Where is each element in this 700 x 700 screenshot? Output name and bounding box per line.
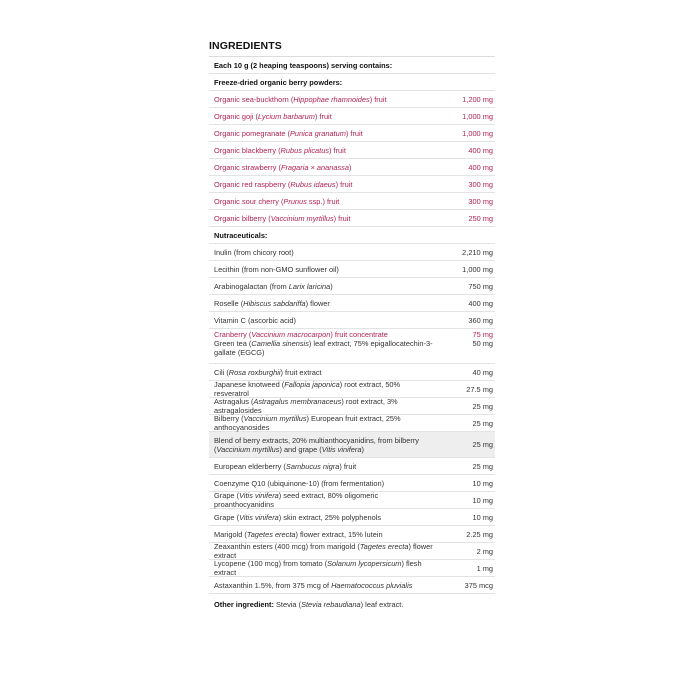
berry-powders-label: Freeze-dried organic berry powders: <box>214 77 343 87</box>
ingredient-amount: 50 mg <box>472 339 493 348</box>
ingredient-amount: 25 mg <box>472 461 493 471</box>
ingredient-row <box>209 261 495 278</box>
ingredient-row <box>209 492 495 509</box>
ingredient-name: Cili (Rosa roxburghii) fruit extract <box>214 367 322 377</box>
ingredient-name: Lecithin (from non-GMO sunflower oil) <box>214 264 339 274</box>
ingredient-amount: 25 mg <box>472 440 493 449</box>
ingredient-amount: 1 mg <box>476 563 493 573</box>
ingredient-name: Astragalus (Astragalus membranaceus) root extract, 3% astragalosides <box>214 397 398 415</box>
ingredient-amount: 250 mg <box>468 213 493 223</box>
ingredient-name: European elderberry (Sambucus nigra) fruit <box>214 461 357 471</box>
ingredient-row <box>209 543 495 560</box>
ingredient-name: Green tea (Camellia sinensis) leaf extract, 75% epigallocatechin-3-gallate (EGCG) <box>214 339 433 357</box>
ingredient-amount: 10 mg <box>472 478 493 488</box>
ingredient-amount: 2.25 mg <box>466 529 493 539</box>
ingredient-amount: 1,200 mg <box>462 94 493 104</box>
ingredient-amount: 400 mg <box>468 298 493 308</box>
ingredient-row <box>209 560 495 577</box>
nutraceuticals-label: Nutraceuticals: <box>214 230 268 240</box>
ingredient-amount: 10 mg <box>472 495 493 505</box>
ingredient-row <box>209 398 495 415</box>
ingredient-name: Organic sour cherry (Prunus ssp.) fruit <box>214 196 340 206</box>
ingredient-row <box>209 193 495 210</box>
ingredient-amount: 750 mg <box>468 281 493 291</box>
ingredient-row <box>209 432 495 458</box>
ingredient-amount: 40 mg <box>472 367 493 377</box>
ingredient-row <box>209 364 495 381</box>
ingredient-row-cranberry <box>209 329 495 339</box>
other-ingredient-text: Other ingredient: Stevia (Stevia rebaudiana) leaf extract. <box>214 599 404 609</box>
ingredient-row <box>209 278 495 295</box>
ingredient-row <box>209 159 495 176</box>
ingredient-name: Lycopene (100 mcg) from tomato (Solanum lycopersicum) flesh extract <box>214 559 422 577</box>
ingredient-name: Coenzyme Q10 (ubiquinone-10) (from fermentation) <box>214 478 385 488</box>
ingredient-amount: 25 mg <box>472 401 493 411</box>
ingredient-name: Astaxanthin 1.5%, from 375 mcg of Haematococcus pluvialis <box>214 580 413 590</box>
ingredient-name: Organic sea-buckthorn (Hippophae rhamnoides) fruit <box>214 94 387 104</box>
ingredient-amount: 375 mcg <box>464 580 493 590</box>
ingredient-row <box>209 458 495 475</box>
nutraceutical-list-a <box>209 244 495 329</box>
ingredient-name: Marigold (Tagetes erecta) flower extract, 15% lutein <box>214 529 383 539</box>
ingredient-row <box>209 142 495 159</box>
ingredient-row <box>209 381 495 398</box>
ingredient-row-green-tea <box>209 339 495 364</box>
ingredient-row <box>209 526 495 543</box>
ingredient-name: Cranberry (Vaccinium macrocarpon) fruit concentrate <box>214 330 388 339</box>
ingredient-row <box>209 415 495 432</box>
ingredient-amount: 75 mg <box>472 330 493 339</box>
ingredient-amount: 2,210 mg <box>462 247 493 257</box>
ingredient-amount: 400 mg <box>468 162 493 172</box>
ingredient-name: Organic goji (Lycium barbarum) fruit <box>214 111 332 121</box>
ingredients-panel <box>209 36 495 614</box>
ingredient-amount: 400 mg <box>468 145 493 155</box>
ingredient-name: Grape (Vitis vinifera) seed extract, 80% oligomeric proanthocyanidins <box>214 491 379 509</box>
ingredient-row <box>209 509 495 526</box>
serving-text: Each 10 g (2 heaping teaspoons) serving contains: <box>214 60 393 70</box>
ingredient-amount: 2 mg <box>476 546 493 556</box>
ingredient-name: Organic red raspberry (Rubus idaeus) fruit <box>214 179 353 189</box>
ingredient-amount: 360 mg <box>468 315 493 325</box>
ingredient-amount: 27.5 mg <box>466 384 493 394</box>
ingredient-name: Roselle (Hibiscus sabdariffa) flower <box>214 298 330 308</box>
ingredients-title: INGREDIENTS <box>209 36 495 57</box>
ingredient-name: Organic bilberry (Vaccinium myrtillus) fruit <box>214 213 351 223</box>
ingredient-name: Zeaxanthin esters (400 mcg) from marigold (Tagetes erecta) flower extract <box>214 542 433 560</box>
ingredient-row <box>209 210 495 227</box>
ingredient-row <box>209 108 495 125</box>
ingredient-row <box>209 577 495 594</box>
ingredient-name: Vitamin C (ascorbic acid) <box>214 315 297 325</box>
ingredient-amount: 1,000 mg <box>462 264 493 274</box>
ingredient-row <box>209 244 495 261</box>
ingredient-row <box>209 312 495 329</box>
ingredient-amount: 300 mg <box>468 179 493 189</box>
ingredient-name: Bilberry (Vaccinium myrtillus) European fruit extract, 25% anthocyanosides <box>214 414 401 432</box>
ingredient-row <box>209 125 495 142</box>
serving-row <box>209 57 495 74</box>
ingredient-name: Japanese knotweed (Fallopia japonica) root extract, 50% resveratrol <box>214 380 401 398</box>
ingredient-amount: 1,000 mg <box>462 128 493 138</box>
ingredient-name: Organic pomegranate (Punica granatum) fruit <box>214 128 363 138</box>
other-ingredient-row <box>209 594 495 614</box>
ingredient-name: Organic strawberry (Fragaria × ananassa) <box>214 162 352 172</box>
berry-powders-header <box>209 74 495 91</box>
ingredient-name: Arabinogalactan (from Larix laricina) <box>214 281 333 291</box>
ingredient-row <box>209 295 495 312</box>
ingredient-name: Organic blackberry (Rubus plicatus) fruit <box>214 145 346 155</box>
ingredient-name: Grape (Vitis vinifera) skin extract, 25% polyphenols <box>214 512 382 522</box>
ingredient-row <box>209 91 495 108</box>
ingredient-row <box>209 176 495 193</box>
ingredient-amount: 25 mg <box>472 418 493 428</box>
ingredient-row <box>209 475 495 492</box>
ingredient-amount: 1,000 mg <box>462 111 493 121</box>
berry-list <box>209 91 495 227</box>
nutraceuticals-header <box>209 227 495 244</box>
nutraceutical-list-b <box>209 364 495 594</box>
ingredient-name: Inulin (from chicory root) <box>214 247 294 257</box>
ingredient-amount: 300 mg <box>468 196 493 206</box>
ingredient-amount: 10 mg <box>472 512 493 522</box>
ingredient-name: Blend of berry extracts, 20% multianthocyanidins, from bilberry (Vaccinium myrtillus) and grape (Vitis vinifera) <box>214 435 419 454</box>
